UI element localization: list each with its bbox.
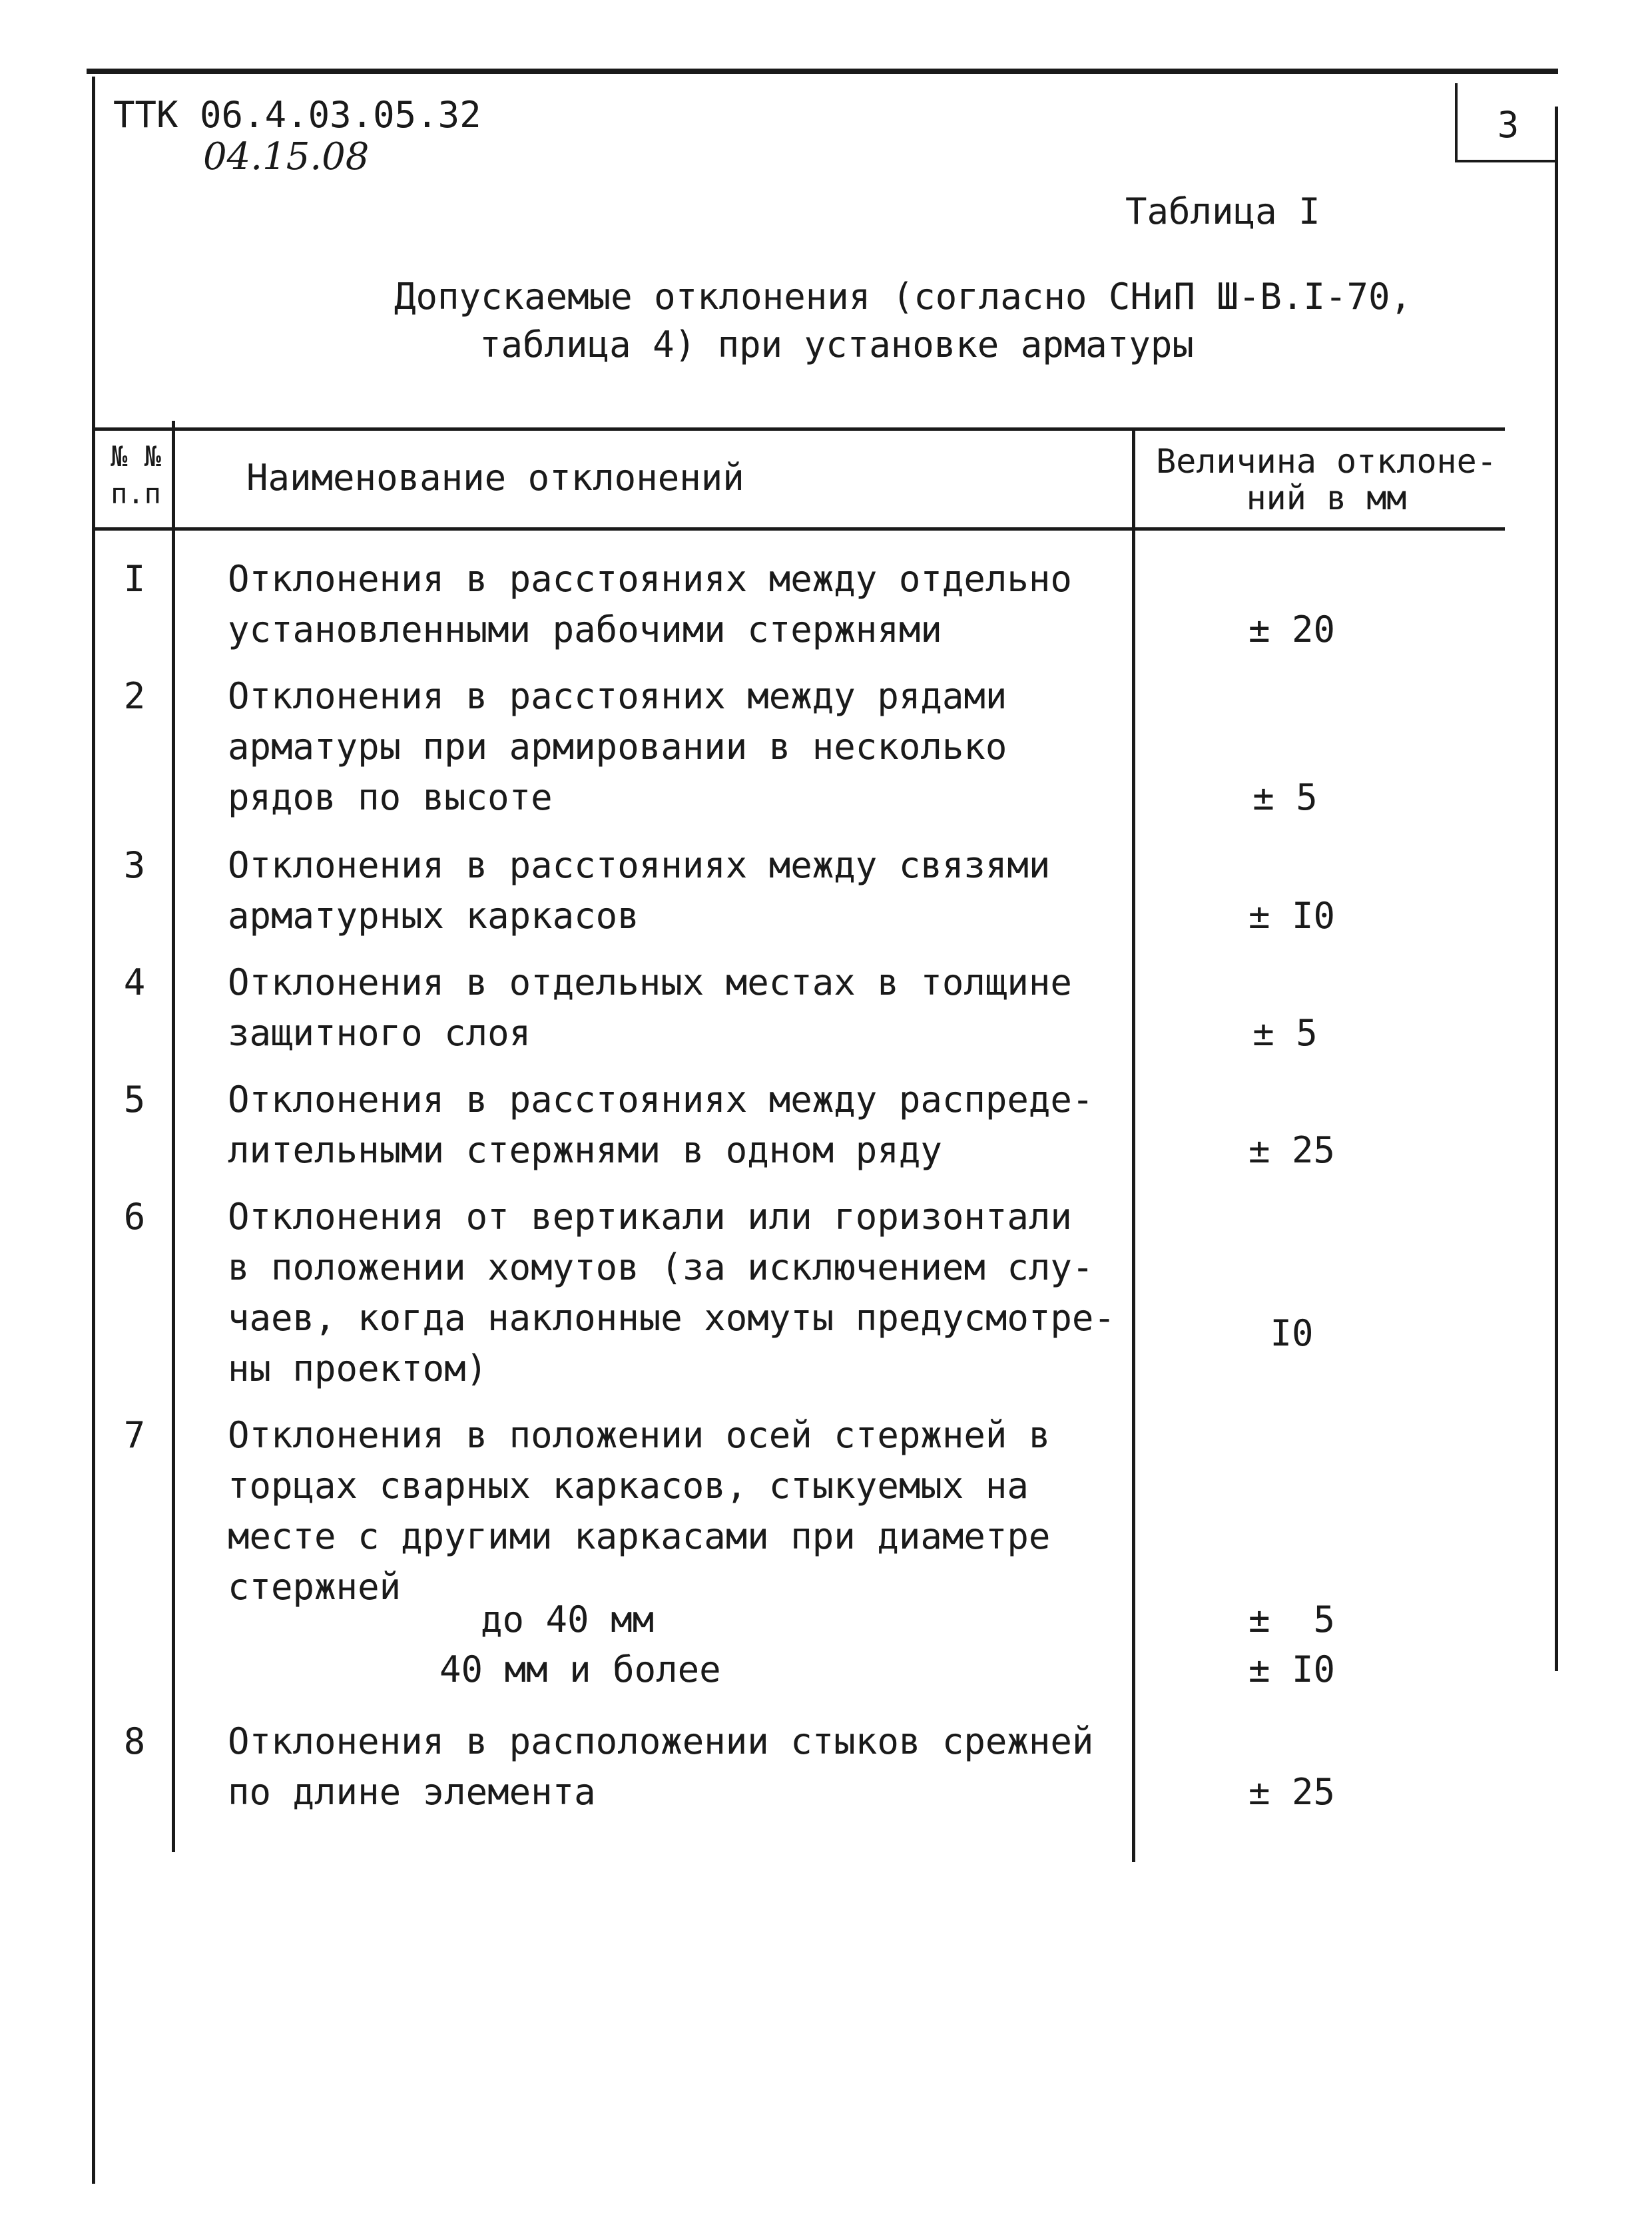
top-border: [87, 69, 1558, 74]
row-2-text: [228, 671, 1007, 823]
row-7-line-4: стержней: [228, 1566, 402, 1608]
row-7-line-3: месте с другими каркасами при диаметре: [228, 1515, 1051, 1557]
handwritten-code: 04.15.08: [203, 135, 370, 178]
document-code: ТТК 06.4.03.05.32: [113, 94, 481, 136]
row-3-line-2: арматурных каркасов: [228, 895, 639, 937]
row-6-line-1: Отклонения от вертикали или горизонтали: [228, 1196, 1072, 1238]
row-6-number: 6: [123, 1196, 146, 1238]
page-box-left: [1455, 83, 1458, 162]
table-header-rule: [93, 527, 1505, 531]
row-7-sub-2-label: 40 мм и более: [439, 1648, 721, 1690]
row-6-value: I0: [1270, 1312, 1314, 1354]
column-header-value-line2: ний в мм: [1246, 479, 1407, 517]
table-label: Таблица I: [1125, 190, 1320, 232]
row-3-text: [228, 840, 1050, 941]
row-6-line-4: ны проектом): [228, 1348, 488, 1389]
row-8-line-2: по длине элемента: [228, 1771, 596, 1813]
row-6-line-3: чаев, когда наклонные хомуты предусмотре-: [228, 1297, 1115, 1339]
row-1-line-2: установленными рабочими стержнями: [228, 609, 942, 650]
column-header-number-line1: № №: [111, 440, 161, 473]
row-7-text: [228, 1410, 1050, 1613]
row-4-number: 4: [123, 961, 146, 1003]
row-7-number: 7: [123, 1414, 146, 1456]
row-7-sub-1-value: ± 5: [1248, 1599, 1336, 1640]
right-border: [1555, 107, 1558, 1671]
row-6-line-2: в положении хомутов (за исключением слу-: [228, 1246, 1094, 1288]
row-5-line-2: лительными стержнями в одном ряду: [228, 1129, 942, 1171]
row-5-line-1: Отклонения в расстояниях между распреде-: [228, 1079, 1094, 1120]
row-4-line-2: защитного слоя: [228, 1012, 531, 1054]
row-3-line-1: Отклонения в расстояниях между связями: [228, 844, 1051, 886]
row-1-text: [228, 554, 1072, 655]
column-header-number-line2: п.п: [111, 477, 161, 510]
table-title-line2: таблица 4) при установке арматуры: [479, 324, 1194, 366]
row-8-value: ± 25: [1248, 1771, 1336, 1813]
page-number: 3: [1497, 104, 1519, 146]
row-4-value: ± 5: [1252, 1012, 1318, 1054]
row-5-value: ± 25: [1248, 1129, 1336, 1171]
column-header-number: [99, 438, 173, 513]
row-8-line-1: Отклонения в расположении стыков срежней: [228, 1720, 1094, 1762]
row-1-number: I: [123, 558, 146, 600]
column-header-value: [1140, 439, 1513, 517]
row-2-value: ± 5: [1252, 776, 1318, 818]
column-header-name: Наименование отклонений: [246, 457, 744, 499]
row-3-value: ± I0: [1248, 895, 1336, 937]
row-7-line-1: Отклонения в положении осей стержней в: [228, 1414, 1051, 1456]
row-4-line-1: Отклонения в отдельных местах в толщине: [228, 961, 1072, 1003]
page-box-bottom: [1455, 160, 1558, 162]
row-8-number: 8: [123, 1720, 146, 1762]
value-column-divider: [1132, 427, 1135, 1862]
row-2-number: 2: [123, 675, 146, 717]
row-3-number: 3: [123, 844, 146, 886]
column-header-value-line1: Величина отклоне-: [1156, 442, 1497, 481]
left-border: [92, 77, 95, 2184]
row-1-value: ± 20: [1248, 609, 1336, 650]
row-2-line-1: Отклонения в расстояних между рядами: [228, 675, 1007, 717]
number-column-divider: [172, 421, 175, 1852]
row-5-number: 5: [123, 1079, 146, 1120]
row-7-sub-2-value: ± I0: [1248, 1648, 1336, 1690]
table-title-line1: Допускаемые отклонения (согласно СНиП Ш-В.I-70,: [394, 276, 1412, 318]
row-6-text: [228, 1192, 1115, 1394]
row-5-text: [228, 1075, 1093, 1176]
row-2-line-2: арматуры при армировании в несколько: [228, 726, 1007, 768]
row-4-text: [228, 957, 1072, 1059]
table-top-rule: [93, 427, 1505, 431]
row-7-sub-1-label: до 40 мм: [481, 1599, 655, 1640]
row-2-line-3: рядов по высоте: [228, 776, 553, 818]
row-8-text: [228, 1716, 1093, 1818]
row-1-line-1: Отклонения в расстояниях между отдельно: [228, 558, 1072, 600]
row-7-line-2: торцах сварных каркасов, стыкуемых на: [228, 1465, 1029, 1507]
